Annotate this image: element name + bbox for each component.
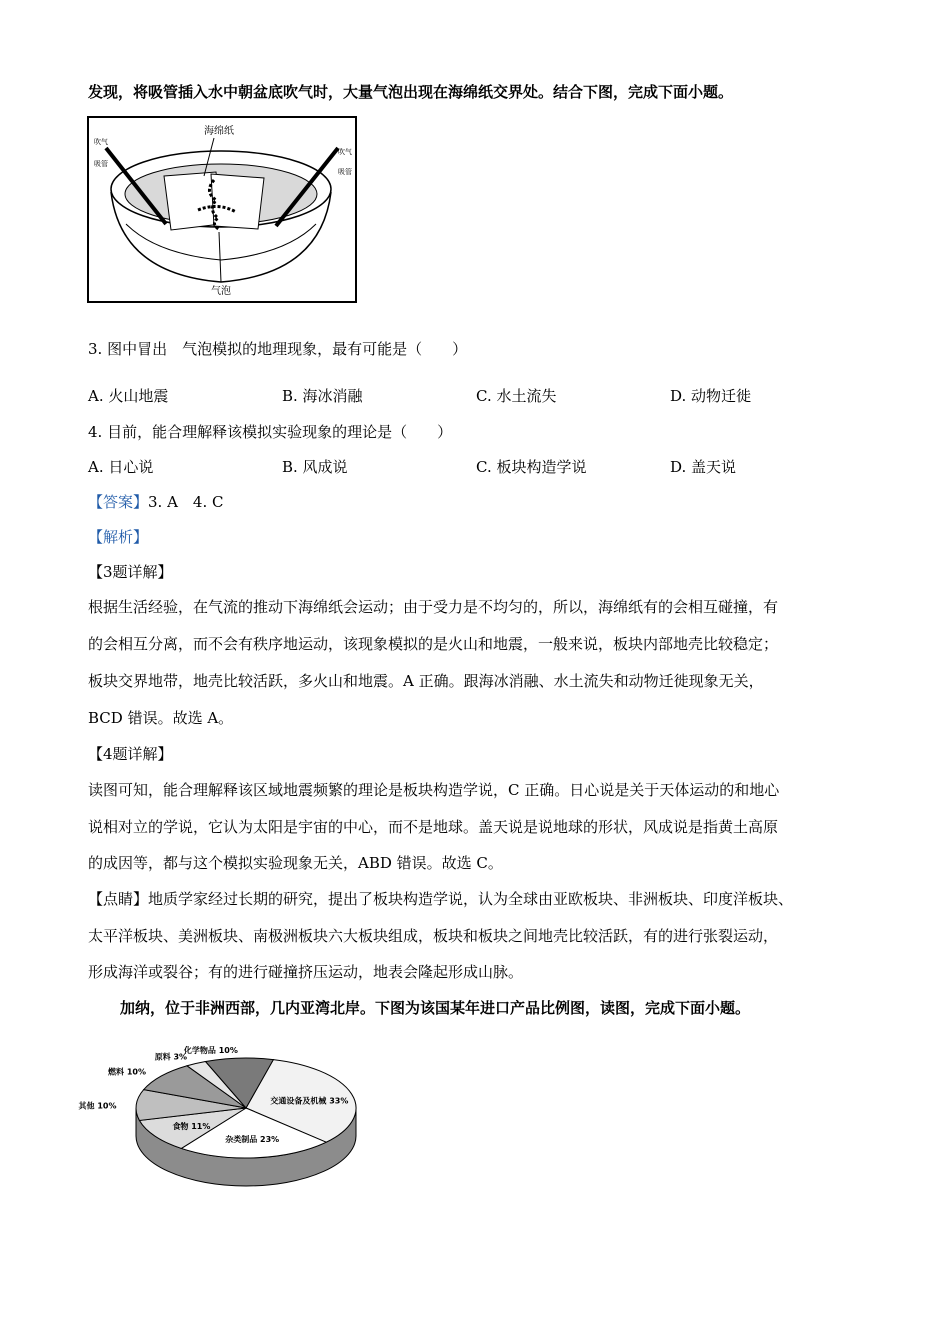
q4-option-d: D. 盖天说	[670, 458, 737, 476]
label-sponge: 海绵纸	[204, 126, 234, 137]
q3-detail-line-1: 根据生活经验，在气流的推动下海绵纸会运动；由于受力是不均匀的，所以，海绵纸有的会相互碰撞，有	[88, 598, 779, 616]
q4-option-c: C. 板块构造学说	[476, 458, 587, 476]
q3-detail-label: 【3题详解】	[88, 563, 173, 581]
tip-line-3: 形成海洋或裂谷；有的进行碰撞挤压运动，地表会隆起形成山脉。	[88, 963, 524, 981]
label-blow-right: 吹气	[338, 148, 352, 156]
q4-option-a: A. 日心说	[88, 458, 154, 476]
q4-detail-line-2: 说相对立的学说，它认为太阳是宇宙的中心，而不是地球。盖天说是说地球的形状，风成说是指黄土高原	[88, 818, 779, 836]
pie-slice-label: 交通设备及机械 33%	[270, 1096, 349, 1106]
q4-detail-line-1: 读图可知，能合理解释该区域地震频繁的理论是板块构造学说，C 正确。日心说是关于天体运动的和地心	[88, 781, 780, 799]
experiment-figure	[86, 114, 360, 306]
q4-detail-line-3: 的成因等，都与这个模拟实验现象无关，ABD 错误。故选 C。	[88, 854, 503, 872]
pie-slice-label: 杂类制品 23%	[225, 1134, 280, 1144]
question-4-stem: 4. 目前，能合理解释该模拟实验现象的理论是（ ）	[88, 423, 453, 441]
intro-text-2: 加纳，位于非洲西部，几内亚湾北岸。下图为该国某年进口产品比例图，读图，完成下面小题。	[120, 999, 751, 1017]
tip-line-1: 【点睛】地质学家经过长期的研究，提出了板块构造学说，认为全球由亚欧板块、非洲板块、印度洋板块、	[88, 890, 794, 908]
intro-text-1: 发现，将吸管插入水中朝盆底吹气时，大量气泡出现在海绵纸交界处。结合下图，完成下面小题。	[88, 83, 734, 101]
question-3-stem: 3. 图中冒出 气泡模拟的地理现象，最有可能是（ ）	[88, 340, 468, 358]
answer-text: 3. A 4. C	[148, 493, 224, 511]
answer-label: 【答案】	[88, 493, 149, 511]
pie-slice-label: 化学物品 10%	[183, 1046, 238, 1056]
q3-option-d: D. 动物迁徙	[670, 387, 752, 405]
pie-slice-label: 食物 11%	[172, 1121, 211, 1131]
pie-slice-label: 原料 3%	[154, 1052, 188, 1062]
q3-option-a: A. 火山地震	[88, 387, 169, 405]
pie-slice-label: 其他 10%	[78, 1101, 117, 1111]
tip-line-2: 太平洋板块、美洲板块、南极洲板块六大板块组成，板块和板块之间地壳比较活跃，有的进行张裂运动，	[88, 927, 779, 945]
label-blow-left: 吹气	[94, 138, 108, 146]
q3-detail-line-4: BCD 错误。故选 A。	[88, 709, 234, 727]
label-straw-right: 吸管	[338, 168, 352, 176]
q3-detail-line-2: 的会相互分离，而不会有秩序地运动，该现象模拟的是火山和地震，一般来说，板块内部地壳比较稳定；	[88, 635, 779, 653]
label-bubble: 气泡	[211, 286, 231, 297]
analysis-label: 【解析】	[88, 528, 149, 546]
import-pie-chart	[78, 1028, 366, 1194]
q4-detail-label: 【4题详解】	[88, 745, 173, 763]
q3-option-c: C. 水土流失	[476, 387, 557, 405]
q3-option-b: B. 海冰消融	[282, 387, 363, 405]
pie-slice-label: 燃料 10%	[108, 1067, 146, 1077]
tip-label: 【点睛】	[88, 890, 149, 908]
q3-detail-line-3: 板块交界地带，地壳比较活跃，多火山和地震。A 正确。跟海冰消融、水土流失和动物迁徙现象无关，	[88, 672, 764, 690]
label-straw-left: 吸管	[94, 160, 108, 168]
answer-line	[88, 492, 224, 512]
q4-option-b: B. 风成说	[282, 458, 348, 476]
